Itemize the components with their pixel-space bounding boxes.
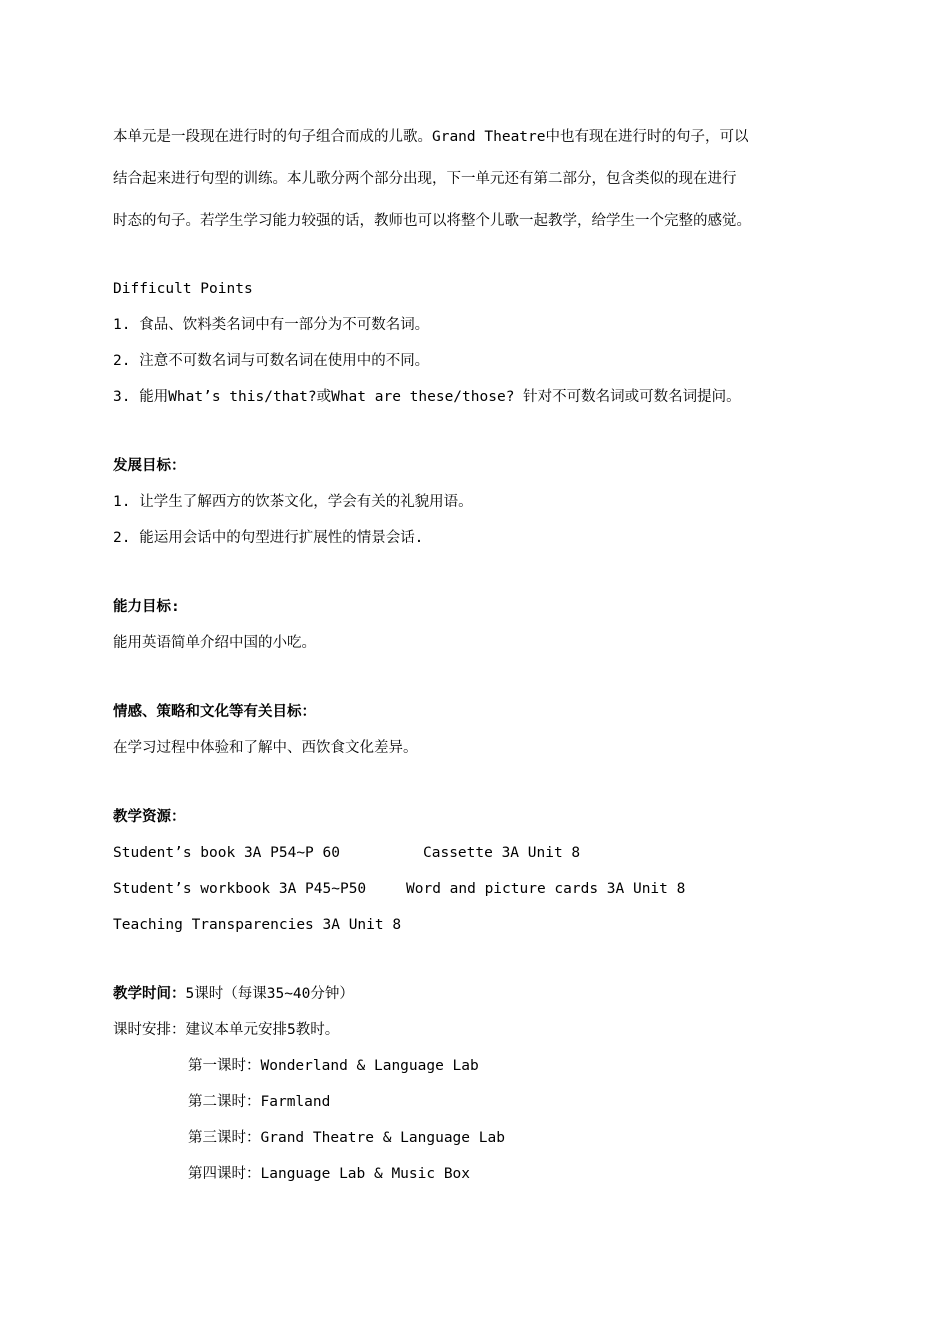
ability-goals-text: 能用英语简单介绍中国的小吃。 <box>113 635 316 651</box>
development-goal-item: 1. 让学生了解西方的饮茶文化，学会有关的礼貌用语。 <box>113 494 473 510</box>
lesson-item: 第四课时：Language Lab & Music Box <box>188 1166 471 1182</box>
difficult-point-item: 1. 食品、饮料类名词中有一部分为不可数名词。 <box>113 317 430 333</box>
emotion-goals-text: 在学习过程中体验和了解中、西饮食文化差异。 <box>113 740 418 756</box>
intro-line-1: 本单元是一段现在进行时的句子组合而成的儿歌。Grand Theatre中也有现在进行时的句子，可以 <box>113 129 749 145</box>
schedule-heading-value: 5课时（每课35~40分钟） <box>185 986 354 1002</box>
lesson-item: 第二课时：Farmland <box>188 1094 331 1110</box>
intro-line-3: 时态的句子。若学生学习能力较强的话，教师也可以将整个儿歌一起教学，给学生一个完整的感觉。 <box>113 213 751 229</box>
development-goals-heading: 发展目标： <box>113 458 186 474</box>
difficult-point-item: 3. 能用What’s this/that?或What are these/those? 针对不可数名词或可数名词提问。 <box>113 389 741 405</box>
resource-row: Student’s workbook 3A P45~P50 <box>113 881 367 897</box>
schedule-heading: 教学时间： <box>113 986 186 1002</box>
ability-goals-heading: 能力目标: <box>113 599 180 615</box>
development-goal-item: 2. 能运用会话中的句型进行扩展性的情景会话. <box>113 530 424 546</box>
resource-row: Student’s book 3A P54~P 60 <box>113 845 340 861</box>
difficult-point-item: 2. 注意不可数名词与可数名词在使用中的不同。 <box>113 353 430 369</box>
resources-heading: 教学资源： <box>113 809 186 825</box>
resource-row-right: Cassette 3A Unit 8 <box>423 845 581 861</box>
schedule-arrangement: 课时安排：建议本单元安排5教时。 <box>113 1022 340 1038</box>
resource-row: Teaching Transparencies 3A Unit 8 <box>113 917 402 933</box>
schedule-heading-line <box>113 984 354 1004</box>
lesson-item: 第三课时：Grand Theatre & Language Lab <box>188 1130 505 1146</box>
intro-line-2: 结合起来进行句型的训练。本儿歌分两个部分出现，下一单元还有第二部分，包含类似的现在进行 <box>113 171 737 187</box>
lesson-item: 第一课时：Wonderland & Language Lab <box>188 1058 479 1074</box>
emotion-goals-heading: 情感、策略和文化等有关目标： <box>113 704 316 720</box>
difficult-points-heading: Difficult Points <box>113 281 253 297</box>
resource-row-right: Word and picture cards 3A Unit 8 <box>406 881 686 897</box>
